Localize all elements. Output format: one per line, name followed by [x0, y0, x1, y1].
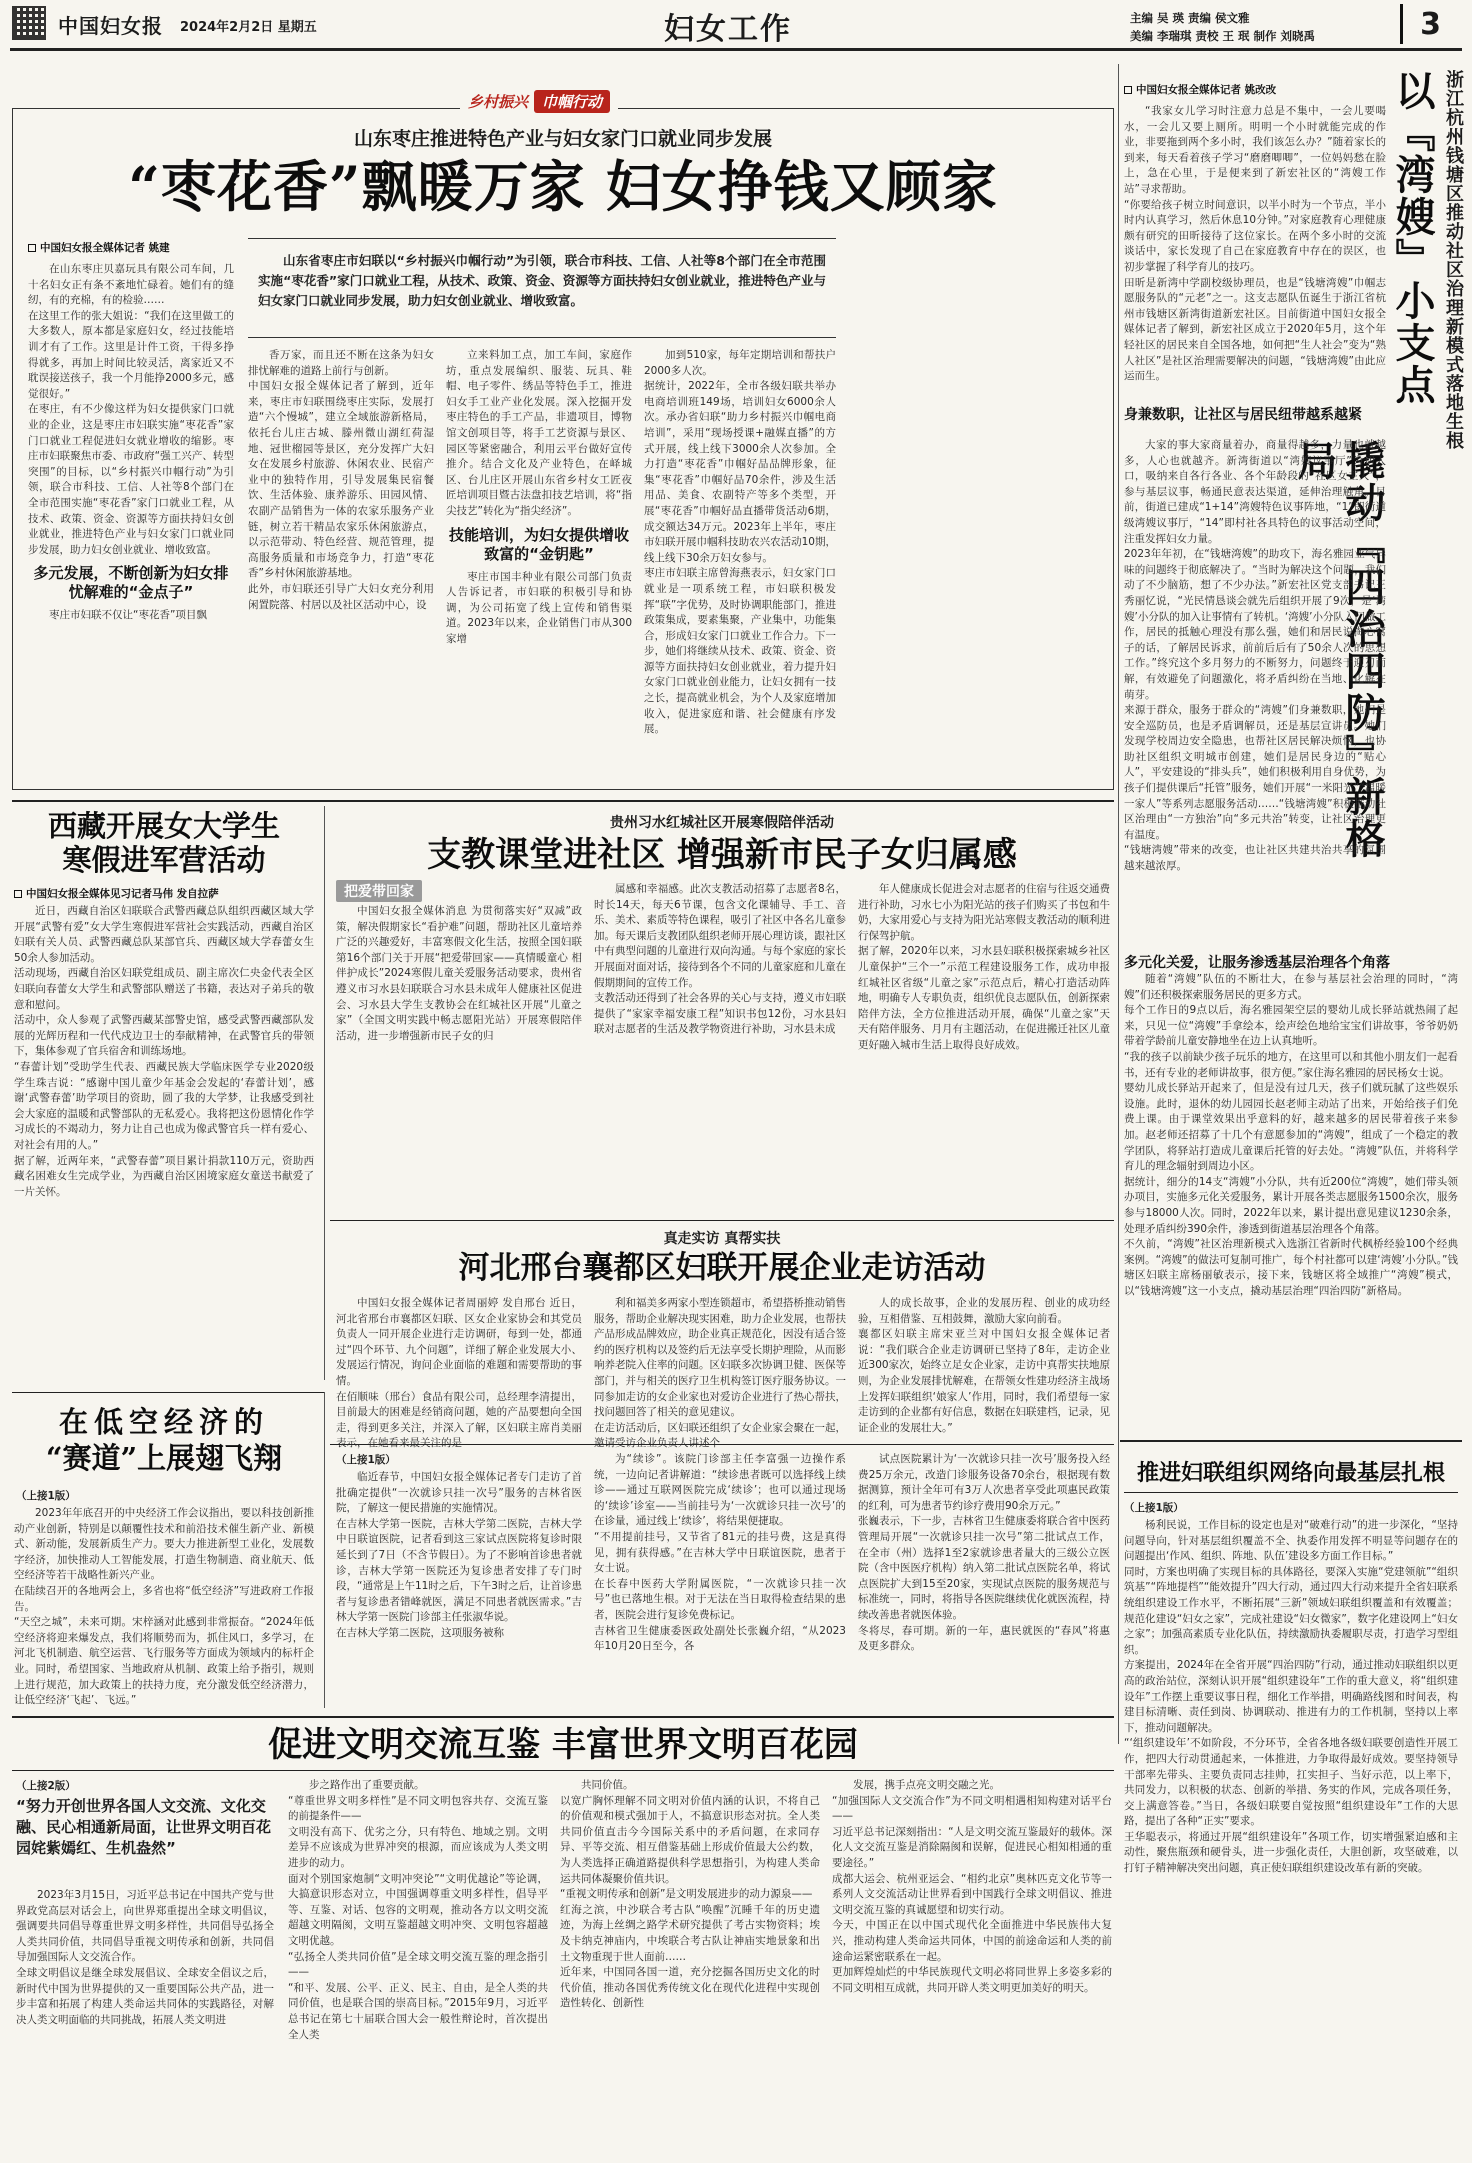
- main-col-3-b: 枣庄市国丰种业有限公司部门负责人告诉记者，市妇联的积极引导和协调，为公司拓宽了线上宣传和销售渠道。2023年以来，企业销售门市从300家增: [446, 570, 632, 645]
- tibet-title-1: 西藏开展女大学生: [47, 809, 280, 843]
- hebei-kicker: 真走实访 真帮实扶: [663, 1231, 781, 1247]
- right-body-3: 随着“湾嫂”队伍的不断壮大，在参与基层社会治理的同时，“湾嫂”们还积极探索服务居民的更多方式。 每个工作日的9点以后，海名雅园架空层的婴幼儿成长驿站就热闹了起来，只见一位“湾嫂”手拿绘本，绘声绘色地给宝宝们讲故事，爷爷奶奶带着学龄前儿童安静地坐在边上认真地听。 “我的孩子以前缺少孩子玩乐的地方，在这里可以和其他小朋友们一起看书，还有专业的老师讲故事，很方便。”家住海名雅园的居民杨女士说。 婴幼儿成长驿站开起来了，但是没有过几天，孩子们就玩腻了这些娱乐设施。此时，退休的幼儿园园长赵老师主动站了出来，开始给孩子们免费上课。由于课堂效果出乎意料的好，越来越多的居民带着孩子来参加。赵老师还招募了十几个有意愿参加的“湾嫂”，组成了一个稳定的教学团队，将驿站打造成儿童课后托管的好去处。“湾嫂”队伍，并将科学育儿的理念辐射到周边小区。 据统计，细分的14支“湾嫂”小分队，共有近200位“湾嫂”，她们带头领办项目，实施多元化关爱服务，累计开展各类志愿服务1500余次，服务参与18000人次。同时，2022年以来，累计提出意见建议1230余条，处理矛盾纠纷390余件，渗透到街道基层治理各个角落。 不久前，“湾嫂”社区治理新模式入选浙江省新时代枫桥经验100个经典案例。“湾嫂”的做法可复制可推广，每个村社都可以建‘湾嫂’小分队。”钱塘区妇联主席杨丽敏表示，接下来，钱塘区将全域推广“湾嫂”模式，以“钱塘湾嫂”这一小支点，撬动基层治理“四治四防”新格局。: [1124, 973, 1458, 1297]
- right-byline-text: 中国妇女报全媒体记者 姚改改: [1136, 84, 1277, 96]
- civ-col-2: [288, 1778, 548, 2156]
- civ-col-3: [560, 1778, 820, 2156]
- right2-title: 推进妇联组织网络向最基层扎根: [1136, 1460, 1445, 1486]
- hebei-col-1: [336, 1296, 582, 1436]
- main-subhead-2: 技能培训，为妇女提供增收致富的“金钥匙”: [448, 525, 629, 563]
- main-col-1-tail: 枣庄市妇联不仅让“枣花香”项目飘: [49, 609, 207, 622]
- right-subhead-2: 多元化关爱，让服务渗透基层治理各个角落: [1124, 955, 1390, 971]
- guizhou-col-2: [594, 882, 846, 1214]
- tibet-title-2: 寒假进军营活动: [62, 843, 266, 877]
- right-subhead-1: 身兼数职，让社区与居民纽带越系越紧: [1124, 407, 1362, 423]
- main-col-3: [446, 348, 632, 780]
- guizhou-tag-text: 把爱带回家: [336, 880, 422, 902]
- main-col-1: [28, 262, 234, 782]
- growth-col: [14, 1506, 314, 1706]
- civ-col-1: [16, 1888, 274, 2156]
- right-col-2: [1124, 438, 1386, 946]
- column-tag: [460, 90, 618, 113]
- right-col-3: [1124, 972, 1458, 1430]
- growth-title-2: “赛道”上展翅飞翔: [45, 1441, 283, 1475]
- civ-col-4: [832, 1778, 1112, 2156]
- midcont-col-3: [858, 1452, 1110, 1706]
- main-col-3-text: 立来料加工点，加工车间，家庭作坊，重点发展编织、服装、玩具、鞋帽、电子零件、绣品等特色手工，推进妇女手工业产业化发展。深入挖掘开发枣庄特色的手工产品，非遗项目，博物馆文创项目等，将手工艺资源与景区、园区等紧密融合，利用云平台做好宣传推介。结合文化及产业特色，在峄城区、台儿庄区开展山东省乡村女工匠夜匠培训项目暨古法盘扣技艺培训，将“指尖技艺”转化为“指尖经济”。: [446, 349, 632, 517]
- right2-from: （上接1版）: [1124, 1502, 1184, 1514]
- growth-from: （上接1版）: [16, 1490, 76, 1502]
- main-byline: [28, 240, 170, 255]
- byline-square-icon: [28, 244, 36, 252]
- guizhou-tag: [336, 880, 422, 902]
- guizhou-body-2: 属感和幸福感。此次支教活动招募了志愿者8名，时长14天，每天6节课，包含文化课辅导、手工、音乐、美术、素质等特色课程，吸引了社区中各名儿童参加。每天课后支教团队组织老师开展心理访谈，跟社区中有典型问题的儿童进行双向沟通。与每个家庭的家长开展面对面对话，接待到各个不同的儿童家庭和儿童在假期期间的宣传工作。 支教活动还得到了社会各界的关心与支持，遵义市妇联提供了“家家幸福安康工程”知识书包12份，习水县妇联对志愿者的生活及教学物资进行补助，习水县未成: [594, 883, 846, 1036]
- main-col-2: [248, 348, 434, 780]
- main-byline-text: 中国妇女报全媒体记者 姚建: [40, 242, 170, 254]
- main-title: “枣花香”飘暖万家 妇女挣钱又顾家: [128, 154, 998, 219]
- civ-headline: “努力开创世界各国人文交流、文化交融、民心相通新局面，让世界文明百花园姹紫嫣红、生机盎然”: [16, 1797, 272, 1857]
- midcont-col-1: [336, 1470, 582, 1706]
- staff-line-1: 主编 吴 瑛 责编 侯文雅: [1130, 11, 1250, 25]
- guizhou-col-1: [336, 904, 582, 1214]
- main-col-4-text: 加到510家，每年定期培训和帮扶户2000多人次。 据统计，2022年，全市各级妇联共举办电商培训班149场，培训妇女6000余人次。承办省妇联“助力乡村振兴巾帼电商培训”，采用“现场授课+融媒直播”的方式开展，线上线下3000余人次参加。全力打造“枣花香”巾帼好品品牌形象，征集“枣花香”巾帼好品70余件，涉及生活用品、美食、农副特产等多个类型，开展“枣花香”巾帼好品直播带货活动6期，成交额达34万元。2023年上半年，枣庄市妇联开展巾帼科技助农兴农活动10期，线上线下30余万妇女参与。 枣庄市妇联主席曾海燕表示，妇女家门口就业是一项系统工程，市妇联积极发挥“联”字优势，及时协调职能部门，推进政策集成，要素集聚，产业集中，功能集合，形成妇女家门口就业工作合力。下一步，她们将继续从技术、政策、资金、资源等方面扶持妇女创业就业，着力提升妇女家门口就业创业能力，让妇女拥有一技之长，提高就业机会，为个人及家庭增加收入，促进家庭和谐、社会健康有序发展。: [644, 349, 836, 736]
- main-subhead-1: 多元发展，不断创新为妇女排忧解难的“金点子”: [33, 564, 229, 602]
- civ-body-4: 发展，携手点亮文明交融之光。 “加强国际人文交流合作”为不同文明相遇相知构建对话平台—— 习近平总书记深刻指出：“人是文明交流互鉴最好的载体。深化人文交流互鉴是消除隔阂和误解，促进民心相知相通的重要途径。” 成都大运会、杭州亚运会、“相约北京”奥林匹克文化节等一系列人文交流活动让世界看到中国践行全球文明倡议、推进文明交流互鉴的真诚愿望和切实行动。 今天，中国正在以中国式现代化全面推进中华民族伟大复兴，推动构建人类命运共同体，中国的前途命运和人类的前途命运紧密联系在一起。 更加辉煌灿烂的中华民族现代文明必将同世界上多姿多彩的不同文明相互成就，共同开辟人类文明更加美好的明天。: [832, 1779, 1112, 1994]
- right-body-1: “我家女儿学习时注意力总是不集中，一会儿要喝水，一会儿又要上厕所。明明一个小时就能完成的作业，非要拖到两个多小时，我们该怎么办？”随着家长的到来，每天看着孩子学习“磨磨唧唧”，一位妈妈愁在脸上，急在心里，于是便来到了新宏社区的“湾嫂工作站”寻求帮助。 “你要给孩子树立时间意识，以半小时为一个节点，半小时内认真学习，然后休息10分钟。”对家庭教育心理健康颇有研究的田昕接待了这位家长。在两个多小时的交流谈话中，家长发现了自己在家庭教育中存在的误区，也初步掌握了科学育儿的技巧。 田昕是新湾中学副校级协理员，也是“钱塘湾嫂”巾帼志愿服务队的“元老”之一。这支志愿队伍诞生于浙江省杭州市钱塘区新湾街道新宏社区。目前街道中国妇女报全媒体记者了解到，新宏社区成立于2020年5月，这个年轻社区的居民来自全国各地，如何把“生人社会”变为“熟人社区”是社区治理需要解决的问题，“钱塘湾嫂”由此应运而生。: [1124, 105, 1386, 383]
- tibet-body: 近日，西藏自治区妇联联合武警西藏总队组织西藏区域大学开展“武警有爱”女大学生寒假进军营社会实践活动，西藏自治区妇联有关人员、武警西藏总队某部官兵、西藏区域大学春蕾女生50余人参加活动。 活动现场，西藏自治区妇联党组成员、副主席次仁央金代表全区妇联向春蕾女大学生和武警部队赠送了书籍，表达对子弟兵的敬意和慰问。 活动中，众人参观了武警西藏某部警史馆，感受武警西藏部队发展的光辉历程和一代代戍边卫士的奉献精神，在武警官兵的带领下，集体参观了官兵宿舍和训练场地。 “春蕾计划”受助学生代表、西藏民族大学临床医学专业2020级学生珠吉说：“感谢中国儿童少年基金会发起的‘春蕾计划’，感谢‘武警春蕾’助学项目的资助，圆了我的大学梦，让我感受到社会大家庭的温暖和武警部队的无私爱心。我将把这份恩情化作学习成长的不竭动力，努力让自己也成为像武警官兵一样有爱心、对社会有用的人。” 据了解，近两年来，“武警春蕾”项目累计捐款110万元，资助西藏名困难女生完成学业，为西藏自治区困境家庭女童送书献爱了一片关怀。: [14, 905, 314, 1198]
- guizhou-title: 支教课堂进社区 增强新市民子女归属感: [427, 835, 1017, 875]
- hebei-body-1: 中国妇女报全媒体记者周丽婷 发自邢台 近日，河北省邢台市襄都区妇联、区女企业家协会和其党员负责人一同开展企业进行走访调研，每到一处，都通过“四个环节、九个问题”，详细了解企业发展大小、发展运行情况，询问企业面临的难题和需要帮助的事情。 在佰顺味（邢台）食品有限公司，总经理李清提出，目前最大的困难是经销商问题，她的产品要想向全国走，得到更多关注，并深入了解，区妇联主席肖美丽: [336, 1297, 582, 1434]
- right-col-1: [1124, 104, 1386, 398]
- tibet-byline-text: 中国妇女报全媒体见习记者马伟 发自拉萨: [26, 888, 219, 900]
- civ-title: 促进文明交流互鉴 丰富世界文明百花园: [268, 1725, 858, 1765]
- growth-title-1: 在低空经济的: [58, 1405, 269, 1439]
- right-vertical-title: [1389, 70, 1466, 750]
- guizhou-body-3: 年人健康成长促进会对志愿者的住宿与往返交通费进行补助，习水七小为阳光站的孩子们购买了书包和牛奶，大家用爱心与支持为阳光站寒假支教活动的顺利进行保驾护航。 据了解，2020年以来，习水县妇联积极探索城乡社区儿童保护“三个一”示范工程建设服务工作，成功申报红城社区省级“儿童之家”示范点后，精心打造活动阵地，明确专人专职负责，组织优良志愿队伍，创新探索陪伴方法，全方位推进活动开展，确保“儿童之家”天天有陪伴服务、月月有主题活动，在促进搬迁社区儿童更好融入城市生活上取得良好成效。: [858, 883, 1110, 1051]
- right2-col: [1124, 1518, 1458, 2154]
- right2-body: 杨利民说，工作目标的设定也是对“破难行动”的进一步深化，“坚持问题导向，针对基层组织覆盖不全、执委作用发挥不明显等问题存在的问题提出‘作风、组织、阵地、队伍’建设多方面工作目标。” 同时，方案也明确了实现目标的具体路径，要深入实施“党建领航”“组织筑基”“阵地提档”“能效提升”四大行动，通过四大行动来提升全省妇联系统组织建设工作水平，不断拓展“三新”领域妇联组织覆盖和有效覆盖；规范化建设“妇女之家”，完成社建设“妇女微家”，数字化建设网上“妇女之家”；加强高素质专业化队伍，持续激励执委履职尽责，打造学习型组织。 方案提出，2024年在全省开展“四治四防”行动，通过推动妇联组织以更高的政治站位，深刻认识开展“组织建设年”工作的重大意义，将“组织建设年”工作摆上重要议事日程，细化工作举措，明确路线图和时间表，构建目标清晰、责任到岗、协调联动、推进有力的工作机制，坚持以上率下，推动问题解决。 “‘组织建设年’不如阶段，不分环节，全省各地各级妇联要创造性开展工作，把四大行动贯通起来，一体推进，力争取得最好成效。要坚持领导干部率先带头、主要负责同志挂帅，扛实担子、当好示范，以上率下，共同发力，以积极的状态、创新的举措、务实的作风，完成各项任务，交上满意答卷。”当日，各级妇联要自觉按照“组织建设年”工作的大思路，提出了各种“正实”要求。 王华聪表示，将通过开展“组织建设年”各项工作，切实增强紧迫感和主动性，聚焦瓶颈和硬骨头，进一步强化责任，大胆创新，攻坚破难，以打钉子精神解决突出问题，真正使妇联组织建设改革有新的突破。: [1124, 1519, 1458, 1875]
- civ-from: （上接2版）: [16, 1780, 76, 1792]
- right-title-a: 以『湾嫂』小支点: [1389, 70, 1436, 406]
- civ-body-3: 共同价值。 以宽广胸怀理解不同文明对价值内涵的认识，不将自己的价值观和模式强加于人，不搞意识形态对抗。全人类共同价值直击今今国际关系中的矛盾问题，在求同存异、平等交流、相互借鉴基础上形成价值最大公约数，为人类选择正确道路提供科学思想指引，为构建人类命运共同体凝聚价值共识。 “重视文明传承和创新”是文明发展进步的动力源泉—— 红海之滨，中沙联合考古队“唤醒”沉睡千年的历史遗迹，为海上丝绸之路学术研究提供了考古实物资料；埃及卡纳克神庙内，中埃联合考古队让神庙实地景象和出土文物重现于世人面前…… 近年来，中国同各国一道，充分挖掘各国历史文化的时代价值，推动各国优秀传统文化在现代化进程中实现创造性转化、创新性: [560, 1779, 820, 2010]
- midcont-body-1: 临近春节，中国妇女报全媒体记者专门走访了首批确定提供“一次就诊只挂一次号”服务的吉林省医院，了解这一便民措施的实施情况。 在吉林大学第一医院，吉林大学第二医院，吉林大学中日联谊医院，记者看到这三家试点医院将复诊时限延长到了7日（不含节假日）。为了不影响首诊患者就诊，吉林大学第一医院还为复诊患者安排了专门时段，“通常是上午11时之后，下午3时之后，让首诊患者与复诊患者错峰就医，满足不同患者就医需求。”吉林大学第一医院门诊部主任张淑华说。 在吉林大学第二医院，这项服务被称: [336, 1471, 582, 1639]
- byline-square-icon: [14, 890, 22, 898]
- main-col-2-text: 香万家，而且还不断在这条为妇女排忧解难的道路上前行与创新。 中国妇女报全媒体记者了解到，近年来，枣庄市妇联围绕枣庄实际，发展打造“六个慢城”，建立全域旅游新格局，依托台儿庄古城、滕州微山湖红荷湿地、冠世榴园等景区，充分发挥广大妇女在发展乡村旅游、休闲农业、民宿产业中的独特作用，引导发展集民宿餐饮、生活体验、康养游乐、田园风情、农副产品销售为一体的农家乐服务产业链，树立若干精品农家乐休闲旅游点，以示范带动、特色经营、规范管理，提高服务质量和市场竞争力，打造“枣花香”乡村休闲旅游基地。 此外，市妇联还引导广大妇女充分利用闲置院落、村居以及社区活动中心，设: [248, 349, 434, 611]
- guizhou-kicker: 贵州习水红城社区开展寒假陪伴活动: [610, 815, 834, 831]
- right-body-2: 大家的事大家商量着办，商量得越多，力量也就越多，人心也就越齐。新湾街道以“湾嫂议事厅”为切入口，吸纳来自各行各业、各个年龄段的“社区女主人”，参与基层议事，畅通民意表达渠道，延伸治理触角。目前，街道已建成“1+14”湾嫂特色议事阵地，“1”即街道级湾嫂议事厅，“14”即村社各具特色的议事活动空间，注重发挥妇女力量。 2023年年初，在“钱塘湾嫂”的助攻下，海名雅园业气异味的问题终于彻底解决了。“当时为解决这个问题，我们动了不少脑筋，想了不少办法。”新宏社区党支部书记王秀丽忆说，“光民情恳谈会就先后组织开展了9次，是‘湾嫂’小分队的加入让事情有了转机。‘湾嫂’小分队入门做工作，居民的抵触心理没有那么强，她们和居民说掏心窝子的话，了解居民诉求，前前后后有了50余人次的思想工作。”终究这个多月努力的不断努力，问题终于迎刃而解，有效避免了问题激化，将矛盾纠纷在当地、化解在萌芽。 来源于群众，服务于群众的“湾嫂”们身兼数职，她们是安全巡防员，也是矛盾调解员，还是基层宣讲员。她们发现学校周边安全隐患，也帮社区居民解决烦恼，也协助社区组织文明城市创建，她们是居民身边的“贴心人”，平安建设的“排头兵”，她们积极利用自身优势，为孩子们提供课后“托管”服务，她们开展“一米阳光”“温暖一家人”等系列志愿服务活动……“钱塘湾嫂”积极推动社区治理由“一方独治”向“多元共治”转变，让社区治理更有温度。 “钱塘湾嫂”带来的改变，也让社区共建共治共享的氛围越来越浓厚。: [1124, 439, 1387, 873]
- column-tag-right: 巾帼行动: [534, 90, 610, 113]
- staff-line-2: 美编 李瑞琪 责校 王 珉 制作 刘晓禹: [1130, 29, 1316, 43]
- main-subtitle: 山东枣庄推进特色产业与妇女家门口就业同步发展: [353, 128, 772, 150]
- hebei-body-3: 人的成长故事，企业的发展历程、创业的成功经验，互相借鉴、互相鼓舞，激励大家向前看。 襄都区妇联主席宋亚兰对中国妇女报全媒体记者说：“我们联合企业走访调研已坚持了8年，走访企业近300家次，始终立足女企业家，走访中真帮实扶地原则，为企业发展排忧解难，在帮领女性建功经济主战场上发挥妇联组织‘娘家人’作用，同时，我们希望每一家走访到的企业都有好信息，数据在妇联建档，记录，见证企业的发展壮大。”: [858, 1297, 1110, 1434]
- paper-name: 中国妇女报: [58, 14, 163, 38]
- growth-body: 2023年年底召开的中央经济工作会议指出，要以科技创新推动产业创新，特别是以颠覆性技术和前沿技术催生新产业、新模式、新动能，发展新质生产力。要大力推进新型工业化，发展数字经济，加快推动人工智能发展，打造生物制造、商业航天、低空经济等若干战略性新兴产业。 在陆续召开的各地两会上，多省也将“低空经济”写进政府工作报告。 “天空之城”，未来可期。宋梓涵对此感到非常振奋。“2024年低空经济将迎来爆发点，我们将顺势而为，抓住风口，多学习，在河北飞机制造、航空运营、飞行服务等方面成为领域内的标杆企业。同时，希望国家、当地政府从机制、政策上给予指引，规则上进行规范，加大政策上的扶持力度，充分激发低空经济潜力，让低空经济‘飞起’、飞远。”: [14, 1507, 314, 1707]
- main-col-4: [644, 348, 836, 780]
- main-lead-box: [248, 238, 836, 338]
- right-title-kicker: 浙江杭州钱塘区推动社区治理新模式落地生根: [1443, 70, 1464, 450]
- byline-square-icon: [1124, 86, 1132, 94]
- hebei-title: 河北邢台襄都区妇联开展企业走访活动: [458, 1250, 986, 1286]
- tibet-byline: [14, 886, 314, 901]
- main-col-4b: [848, 238, 1102, 782]
- midcont-body-3: 试点医院累计为‘一次就诊只挂一次号’服务投入经费25万余元，改造门诊服务设备70余台，根据现有数据测算，预计全年可有3万人次患者享受此项惠民政策的红利，可为患者节约诊疗费用90余万元。” 张巍表示，下一步，吉林省卫生健康委将联合省中医药管理局开展“一次就诊只挂一次号”第二批试点工作，在全市（州）选择1至2家就诊患者量大的三级公立医院（含中医医疗机构）纳入第二批试点医院名单，将试点医院扩大到15至20家，实现试点医院的服务规范与标准统一，同时，将指导各医院继续优化就医流程，持续改善患者就医体验。 冬将尽，春可期。新的一年，惠民就医的“春风”将惠及更多群众。: [858, 1453, 1110, 1653]
- civ-body-2: 步之路作出了重要贡献。 “尊重世界文明多样性”是不同文明包容共存、交流互鉴的前提条件—— 文明没有高下、优劣之分，只有特色、地域之别。文明差异不应该成为世界冲突的根源，而应该成为人类文明进步的动力。 面对个别国家炮制“文明冲突论”“文明优越论”等论调，大搞意识形态对立，中国强调尊重文明多样性，倡导平等、互鉴、对话、包容的文明观，推动各方以文明交流超越文明隔阂，文明互鉴超越文明冲突、文明包容超越文明优越。 “弘扬全人类共同价值”是全球文明交流互鉴的理念指引—— “和平、发展、公平、正义、民主、自由，是全人类的共同价值，也是联合国的崇高目标。”2015年9月，习近平总书记在第七十届联合国大会一般性辩论时，首次提出全人类: [288, 1779, 548, 2041]
- guizhou-body-1: 中国妇女报全媒体消息 为贯彻落实好“双减”政策，解决假期家长“看护难”问题，帮助社区儿童培养广泛的兴趣爱好，丰富寒假文化生活，按照全国妇联第16个部门关于开展“把爱带回家——真情暖童心 相伴护成长”2024寒假儿童关爱服务活动要求，贵州省遵义市习水县妇联联合习水县未成年人健康社区促进会、习水县大学生支教协会在红城社区开展“儿童之家”（全国文明实践中畅志愿阳光站）开展寒假陪伴活动，进一步增强新市民子女的归: [336, 905, 582, 1042]
- page-number: [1400, 4, 1458, 44]
- column-tag-left: 乡村振兴: [468, 93, 529, 111]
- midcont-col-2: [594, 1452, 846, 1706]
- main-col-1-text: 在山东枣庄贝嘉玩具有限公司车间，几十名妇女正有条不紊地忙碌着。她们有的缝纫，有的充棉，有的检验…… 在这里工作的张大姐说：“我们在这里做工的大多数人，原本都是家庭妇女，经过技能培训才有了工作。这里是计件工资，干得多挣得就多，再加上时间比较灵活，离家近又不耽误接送孩子，我一个月能挣2000多元，感觉很好。” 在枣庄，有不少像这样为妇女提供家门口就业的企业，这是枣庄市妇联实施“枣花香”家门口就业工程促进妇女就业增收的缩影。枣庄市妇联聚焦市委、市政府“强工兴产、转型突围”的目标，以“乡村振兴巾帼行动”为引领，联合市科技、工信、人社等8个部门在全市范围实施“枣花香”家门口就业工程，从技术、政策、资金、资源等方面扶持妇女创业就业，推进特色产业与妇女家门口就业同步发展，助力妇女创业就业、增收致富。: [28, 263, 234, 556]
- midcont-from: （上接1版）: [336, 1454, 396, 1466]
- midcont-body-2: 为“续诊”。该院门诊部主任李富强一边操作系统，一边向记者讲解道：“续诊患者既可以选择线上续诊——通过互联网医院完成‘续诊’；也可以通过现场的‘续诊’诊室——当前挂号为‘一次就诊只挂一次号’的在诊量，通过线上‘续诊’，将结果便捷取。 “不用提前挂号，又节省了81元的挂号费，这是真得见，拥有获得感。”在吉林大学中日联谊医院，患者于女士说。 在长春中医药大学附属医院，“一次就诊只挂一次号”也已落地生根。对于无法在当日取得检查结果的患者，医院会进行复诊免费标记。 吉林省卫生健康委医政处副处长张巍介绍，“从2023年10月20日至今，各: [594, 1453, 846, 1653]
- hebei-col-2: [594, 1296, 846, 1436]
- guizhou-col-3: [858, 882, 1110, 1214]
- right-byline: [1124, 82, 1276, 97]
- section-title: 妇女工作: [664, 12, 792, 47]
- civ-body-1: 2023年3月15日，习近平总书记在中国共产党与世界政党高层对话会上，向世界郑重提出全球文明倡议，强调要共同倡导尊重世界文明多样性，共同倡导弘扬全人类共同价值，共同倡导重视文明传承和创新，共同倡导加强国际人文交流合作。 全球文明倡议是继全球发展倡议、全球安全倡议之后，新时代中国为世界提供的又一重要国际公共产品，进一步丰富和拓展了构建人类命运共同体的实践路径，对解决人类文明面临的共同挑战，拓展人类文明进: [16, 1889, 274, 2026]
- main-lead-text: 山东省枣庄市妇联以“乡村振兴巾帼行动”为引领，联合市科技、工信、人社等8个部门在全市范围实施“枣花香”家门口就业工程，从技术、政策、资金、资源等方面扶持妇女创业就业，推进特色产业与妇女家门口就业同步发展，助力妇女创业就业、增收致富。: [258, 253, 826, 308]
- page-number-value: 3: [1420, 6, 1441, 42]
- hebei-body-2: 利和福美多两家小型连锁超市，希望搭桥推动销售服务，帮助企业解决现实困难，助力企业发展，也帮扶产品形成品牌效应，助企业真正规范化，因没有适合签约的医疗机构以及签约后无法享受长期护理险，从而影响养老院入住率的问题。区妇联多次协调卫健、医保等部门，并与相关的医疗卫生机构签订医疗服务协议。一同参加走访的女企业家也对爱访企业进行了热心帮扶，找问题回答了相关的意见建议。 在走访活动后，区妇联还组织了女企业家会聚在一起，: [594, 1297, 846, 1434]
- issue-date: 2024年2月2日 星期五: [180, 20, 317, 35]
- right-title-b: 撬动『四治四防』新格局: [1291, 440, 1386, 860]
- hebei-col-3: [858, 1296, 1110, 1436]
- tibet-col: [14, 904, 314, 1380]
- qr-code-icon: [12, 6, 46, 40]
